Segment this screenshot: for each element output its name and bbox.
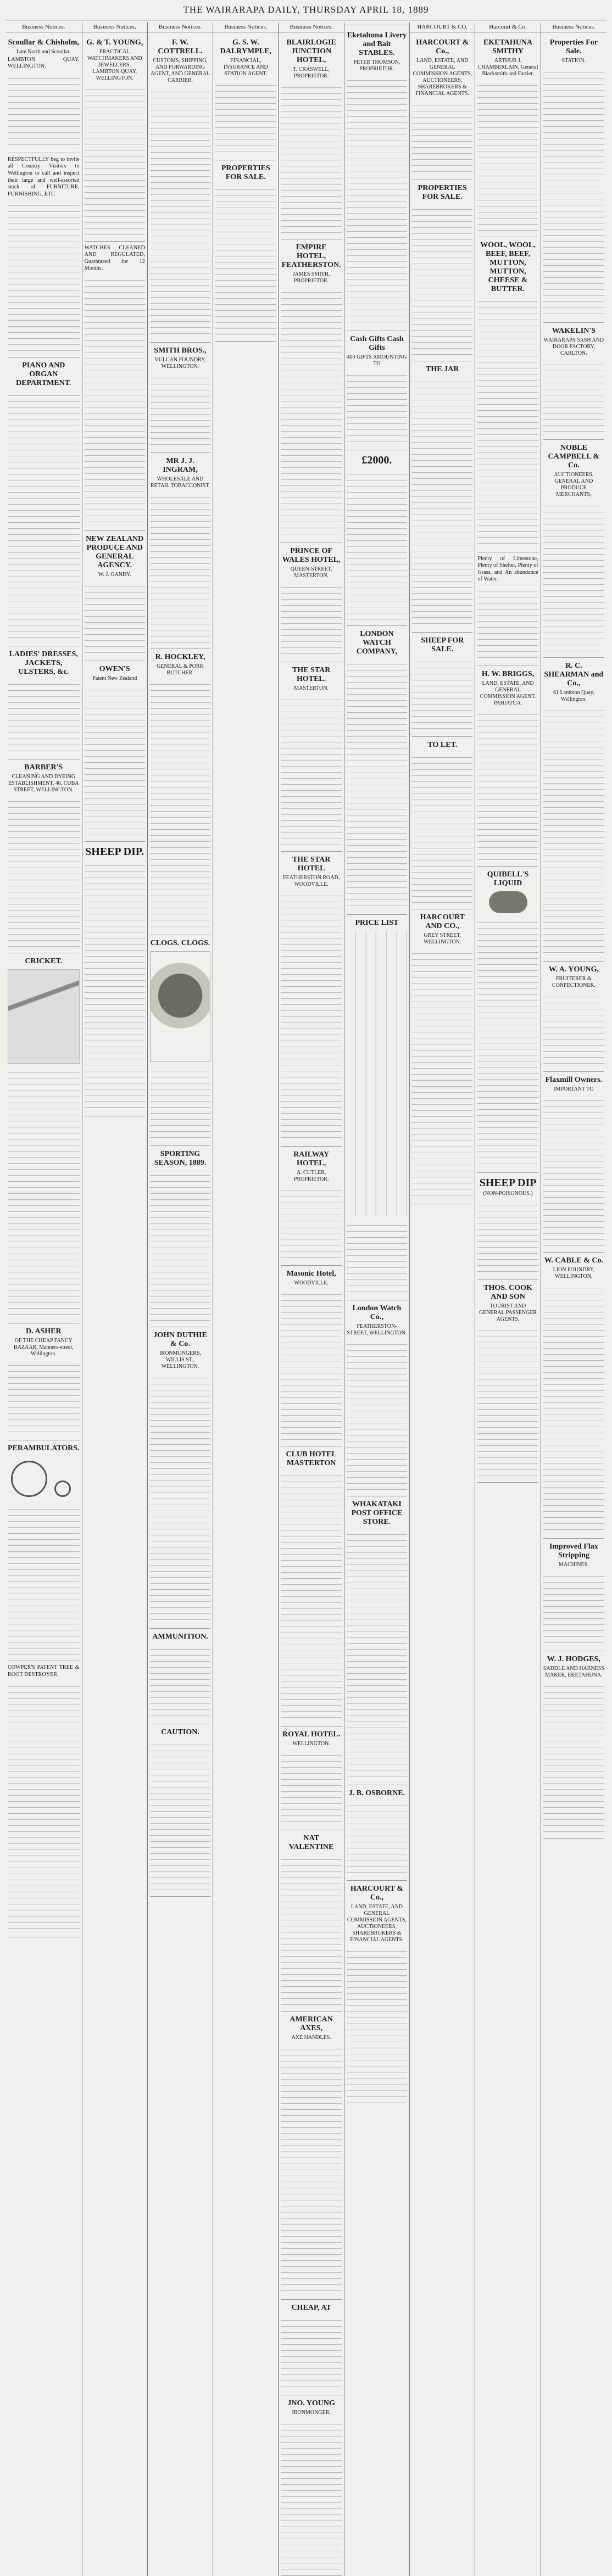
bike-illustration (8, 1456, 80, 1500)
advertisement (215, 35, 276, 160)
ad-subheading: STATION. (561, 57, 586, 64)
body-copy-lines (8, 1360, 80, 1437)
body-copy-lines (281, 890, 341, 1143)
advertisement (281, 1266, 341, 1446)
body-copy-lines (477, 1199, 538, 1276)
column-caption: Business Notices. (148, 23, 213, 32)
ad-heading: LONDON WATCH COMPANY, (356, 630, 398, 656)
body-copy-lines (8, 679, 80, 756)
advertisement (347, 450, 407, 626)
body-copy-lines (347, 1339, 407, 1493)
advertisement (543, 1539, 604, 1651)
body-copy-lines (150, 679, 210, 931)
ad-heading: G. S. W. DALRYMPLE, (220, 38, 271, 55)
ad-heading: CLOGS. CLOGS. (150, 938, 210, 947)
ad-subheading: FEATHERSTON ROAD, WOODVILLE. (283, 874, 340, 887)
advertisement (85, 242, 145, 531)
price-list-table (347, 931, 407, 1216)
ad-heading: W. A. YOUNG, (548, 965, 599, 974)
advertisement (85, 531, 145, 661)
advertisement (85, 842, 145, 1116)
advertisement (8, 759, 80, 953)
ad-heading: NAT VALENTINE (288, 1834, 334, 1851)
body-copy-lines (150, 1739, 210, 1893)
ad-subheading: Late North and Scoullar, (16, 48, 71, 55)
masthead: THE WAIRARAPA DAILY, THURSDAY APRIL 18, 1889 (5, 0, 607, 20)
ad-heading: CAUTION. (161, 1728, 199, 1736)
advertisement (347, 1300, 407, 1496)
ad-subheading: CUSTOMS, SHIPPING, AND FORWARDING AGENT, AND GENERAL CARRIER. (150, 57, 210, 83)
body-copy-lines (347, 75, 407, 327)
ad-heading: EMPIRE HOTEL, FEATHERSTON. (281, 243, 341, 269)
ad-heading: W. J. HODGES, (547, 1655, 600, 1663)
body-copy-lines (8, 1504, 80, 1657)
body-copy-lines (281, 694, 341, 848)
advertisement (477, 1173, 538, 1280)
body-copy-lines (477, 296, 538, 549)
advertisement (477, 237, 538, 552)
column-caption: Business Notices. (213, 23, 278, 32)
advertisement (8, 357, 80, 646)
advertisement (412, 737, 472, 909)
advertisement (347, 1496, 407, 1785)
body-copy-lines (85, 275, 145, 527)
advertisement (281, 2300, 341, 2395)
column-caption: Business Notices. (279, 23, 343, 32)
ad-heading: JNO. YOUNG (287, 2399, 335, 2407)
cricket-illustration (8, 969, 80, 1064)
ad-subheading: SADDLE AND HARNESS MAKER, EKETAHUNA. (543, 1665, 604, 1678)
advertisement (347, 27, 407, 331)
body-copy-lines (281, 1750, 341, 1826)
advertisement (543, 440, 604, 658)
ad-heading: J. B. OSBORNE. (348, 1789, 405, 1797)
advertisement (8, 35, 80, 153)
advertisement (347, 915, 407, 1300)
advertisement (150, 1629, 210, 1724)
price-list-column (347, 931, 356, 1216)
advertisement (281, 1726, 341, 1830)
ad-heading: PRICE LIST (355, 919, 399, 927)
advertisement (281, 2011, 341, 2300)
body-copy-lines (281, 1470, 341, 1723)
ad-subheading: LION FOUNDRY, WELLINGTON, (553, 1266, 595, 1279)
advertisement (281, 2395, 341, 2576)
ad-heading: AMMUNITION. (152, 1632, 208, 1641)
price-list-column (367, 931, 376, 1216)
body-copy-lines (477, 709, 538, 863)
body-copy-lines (150, 1372, 210, 1625)
body-copy-lines (543, 1282, 604, 1535)
ad-subheading: PETER THOMSON, PROPRIETOR. (353, 59, 400, 72)
ad-subheading: T. CRASWELL, PROPRIETOR. (293, 66, 330, 79)
body-copy-lines (150, 1065, 210, 1142)
advertisement (281, 1147, 341, 1266)
ad-heading: R. HOCKLEY, (155, 652, 205, 661)
advertisement (412, 633, 472, 737)
body-copy-lines (412, 376, 472, 629)
advertisement (412, 35, 472, 180)
advertisement (347, 331, 407, 450)
body-copy-lines (281, 2418, 341, 2572)
body-copy-lines (8, 1681, 80, 1934)
advertisement (8, 1661, 80, 1937)
ad-subheading: WOODVILLE. (294, 1279, 329, 1286)
ad-heading: CHEAP, AT (291, 2303, 331, 2312)
body-copy-lines (281, 1185, 341, 1262)
body-copy-lines (543, 66, 604, 319)
advertisement (150, 649, 210, 935)
advertisement (150, 1724, 210, 1897)
advertisement (8, 1440, 80, 1661)
body-copy-lines (412, 752, 472, 906)
advertisement (281, 1830, 341, 2011)
body-copy-lines (281, 287, 341, 539)
ad-heading: Improved Flax Stripping (549, 1542, 598, 1560)
column-1 (5, 23, 82, 2576)
body-copy-lines (8, 1067, 80, 1320)
ad-heading: Cash Gifts Cash Gifts (350, 335, 404, 352)
advertisement (543, 962, 604, 1072)
body-copy-lines (347, 468, 407, 622)
body-copy-lines (347, 658, 407, 911)
columns-grid (5, 23, 607, 2416)
advertisement (543, 1072, 604, 1253)
ad-subheading: QUEEN-STREET, MASTERTON. (290, 566, 332, 579)
column-caption: Harcourt & Co. (475, 23, 540, 32)
ad-heading: Flaxmill Owners. (545, 1075, 603, 1084)
body-copy-lines (543, 1681, 604, 1835)
ad-subheading: PRACTICAL WATCHMAKERS AND JEWELLERS, LAMBTON QUAY, WELLINGTON. (87, 48, 142, 81)
advertisement (477, 35, 538, 237)
ad-heading: Masonic Hotel, (286, 1269, 336, 1278)
ad-subheading: A. CUTLER, PROPRIETOR. (293, 1169, 329, 1182)
body-copy-lines (150, 1644, 210, 1720)
advertisement (281, 35, 341, 239)
body-copy-lines (85, 860, 145, 1113)
ad-subheading: TOURIST AND GENERAL PASSENGER AGENTS. (479, 1303, 537, 1322)
body-copy-lines (215, 80, 276, 157)
advertisement (412, 909, 472, 1204)
advertisement (85, 661, 145, 842)
ad-heading: PIANO AND ORGAN DEPARTMENT. (16, 361, 71, 388)
price-list-column (377, 931, 387, 1216)
ad-heading: OWEN'S (99, 664, 130, 673)
body-copy-lines (347, 1220, 407, 1297)
ad-heading: London Watch Co., (352, 1304, 402, 1321)
ad-heading: HARCOURT AND CO., (420, 913, 465, 930)
ad-heading: CLUB HOTEL MASTERTON (286, 1450, 337, 1467)
ad-heading: TO LET. (427, 740, 458, 749)
ad-heading: AMERICAN AXES, (290, 2015, 333, 2032)
advertisement (543, 323, 604, 440)
ad-subheading: JAMES SMITH, PROPRIETOR. (292, 271, 330, 284)
ad-heading: £2000. (361, 454, 392, 466)
advertisement (281, 239, 341, 543)
ad-heading: THOS. COOK AND SON (483, 1283, 532, 1301)
column-6 (344, 23, 410, 2576)
advertisement (347, 1785, 407, 1881)
ad-subheading: IRONMONGERS, WILLIS ST., WELLINGTON. (159, 1350, 201, 1370)
ad-heading: PROPERTIES FOR SALE. (221, 164, 270, 181)
ad-heading: SMITH BROS., (154, 346, 207, 355)
sheep-illustration (489, 891, 527, 913)
ad-heading: WOOL, WOOL, BEEF, BEEF, MUTTON, MUTTON, CHEESE & BUTTER. (480, 241, 536, 293)
body-copy-lines (281, 2315, 341, 2391)
ad-subheading: FEATHERSTON-STREET, WELLINGTON. (347, 1323, 407, 1336)
column-5 (279, 23, 344, 2576)
body-copy-lines (543, 705, 604, 958)
advertisement (281, 1446, 341, 1726)
ad-heading: Eketahuna Livery and Bait STABLES. (347, 31, 407, 57)
ad-subheading: CLEANING AND DYEING ESTABLISHMENT, 48, CUBA STREET, WELLINGTON. (8, 774, 79, 794)
advertisement (8, 953, 80, 1323)
ad-subheading: LAND, ESTATE, AND GENERAL COMMISSION AGENT. PAHIATUA. (480, 680, 536, 706)
advertisement (281, 543, 341, 662)
advertisement (8, 153, 80, 358)
ad-heading: NOBLE CAMPBELL & Co. (548, 443, 600, 470)
body-copy-lines (281, 1854, 341, 2008)
body-copy-lines (215, 184, 276, 338)
ad-heading: THE STAR HOTEL (292, 855, 331, 873)
advertisement (8, 646, 80, 759)
ad-text: Plenty of Limestone, Plenty of Shelter, Plenty of Grass, and An abundance of Water. (477, 555, 538, 583)
ad-subheading: GREY STREET, WELLINGTON. (424, 932, 461, 945)
price-list-column (388, 931, 397, 1216)
body-copy-lines (281, 582, 341, 658)
advertisement (150, 1146, 210, 1327)
ad-text: WATCHES CLEANED AND REGULATED, Guaranteed for 12 Months. (84, 244, 145, 272)
ad-heading: PROPERTIES FOR SALE. (418, 183, 467, 201)
ad-subheading: VULCAN FOUNDRY, WELLINGTON. (154, 356, 206, 370)
advertisement (347, 626, 407, 915)
ad-subheading: WELLINGTON. (292, 1740, 330, 1747)
column-8 (475, 23, 541, 2576)
body-copy-lines (85, 580, 145, 657)
ad-subheading: WAIRARAPA SASH AND DOOR FACTORY, CARLTON. (543, 337, 604, 356)
advertisement (281, 852, 341, 1147)
body-copy-lines (150, 1170, 210, 1323)
body-copy-lines (477, 585, 538, 662)
ad-text: RESPECTFULLY beg to invite all Country Visitors to Wellington to call and inspect their large and well-assorted stock of FURNITURE, FURNISHING, ETC (8, 156, 80, 197)
ad-subheading: AXE HANDLES. (291, 2034, 331, 2041)
body-copy-lines (543, 500, 604, 654)
body-copy-lines (281, 2043, 341, 2296)
ad-heading: F. W. COTTRELL. (158, 38, 203, 55)
advertisement (543, 1253, 604, 1539)
body-copy-lines (477, 80, 538, 233)
column-caption: Business Notices. (5, 23, 82, 32)
body-copy-lines (477, 917, 538, 1169)
body-copy-lines (150, 86, 210, 339)
body-copy-lines (8, 200, 80, 354)
ad-subheading: IMPORTANT TO (554, 1086, 594, 1092)
body-copy-lines (412, 99, 472, 176)
ad-subheading: (NON-POISONOUS.) (483, 1190, 533, 1197)
ad-heading: SHEEP DIP (479, 1176, 537, 1189)
ad-heading: D. ASHER (25, 1327, 62, 1336)
body-copy-lines (543, 359, 604, 436)
column-4 (213, 23, 279, 2576)
ad-heading: R. C. SHEARMAN and Co., (544, 661, 604, 688)
ad-subheading: LAND, ESTATE, AND GENERAL COMMISSION AGENTS, AUCTIONEERS, SHAREBROKERS & FINANCIAL AGENTS. (347, 1904, 407, 1943)
ad-heading: Properties For Sale. (549, 38, 598, 55)
body-copy-lines (347, 1946, 407, 2099)
body-copy-lines (8, 796, 80, 949)
ad-subheading: WHOLESALE AND RETAIL TOBACCONIST. (150, 476, 210, 489)
column-3 (148, 23, 213, 2576)
column-caption: Business Notices. (82, 23, 147, 32)
body-copy-lines (281, 82, 341, 236)
advertisement (85, 35, 145, 242)
ad-subheading: ARTHUR J. CHAMBERLAIN, General Blacksmith and Farrier. (477, 57, 538, 77)
body-copy-lines (543, 1571, 604, 1647)
advertisement (477, 867, 538, 1173)
ad-heading: SHEEP FOR SALE. (421, 636, 464, 653)
price-list-column (398, 931, 407, 1216)
body-copy-lines (150, 372, 210, 449)
body-copy-lines (543, 1095, 604, 1249)
column-caption (344, 23, 409, 25)
ad-heading: BLAIRLOGIE JUNCTION HOTEL, (286, 38, 336, 64)
ad-heading: SHEEP DIP. (85, 845, 144, 858)
advertisement (412, 361, 472, 633)
ad-heading: THE JAR (426, 365, 459, 373)
ad-subheading: LAND, ESTATE, AND GENERAL COMMISSION AGENTS, AUCTIONEERS, SHAREBROKERS & FINANCIAL AGENTS. (413, 57, 472, 97)
body-copy-lines (347, 1800, 407, 1877)
body-copy-lines (412, 656, 472, 733)
ad-heading: SPORTING SEASON, 1889. (154, 1149, 207, 1167)
advertisement (477, 1280, 538, 1483)
ad-subheading: FINANCIAL, INSURANCE AND STATION AGENT. (223, 57, 268, 77)
ad-heading: RAILWAY HOTEL, (293, 1150, 330, 1167)
ad-subheading: Patent New Zealand (92, 675, 137, 681)
advertisement (150, 35, 210, 343)
ad-heading: HARCOURT & Co., (416, 38, 469, 55)
body-copy-lines (85, 84, 145, 238)
ad-heading: JOHN DUTHIE & Co. (153, 1331, 207, 1348)
column-9 (541, 23, 607, 2576)
body-copy-lines (412, 948, 472, 1200)
body-copy-lines (150, 491, 210, 645)
ad-heading: WAKELIN'S (552, 326, 596, 335)
column-caption: Business Notices. (541, 23, 607, 32)
body-copy-lines (347, 1529, 407, 1781)
ad-heading: BARBER'S (24, 763, 63, 772)
advertisement (347, 1881, 407, 2103)
ad-subheading: AUCTIONEERS, GENERAL AND PRODUCE MERCHANTS, (554, 471, 594, 498)
advertisement (281, 662, 341, 852)
body-copy-lines (85, 684, 145, 838)
body-copy-lines (8, 390, 80, 642)
ad-heading: NEW ZEALAND PRODUCE AND GENERAL AGENCY. (86, 534, 144, 569)
body-copy-lines (543, 991, 604, 1068)
advertisement (543, 35, 604, 323)
ad-subheading: MASTERTON. (294, 685, 329, 691)
advertisement (150, 1327, 210, 1629)
ad-heading: ROYAL HOTEL. (282, 1730, 341, 1739)
advertisement (477, 552, 538, 666)
advertisement (543, 658, 604, 962)
clog-illustration (150, 951, 210, 1062)
price-list-column (357, 931, 366, 1216)
body-copy-lines (8, 72, 80, 149)
body-copy-lines (412, 204, 472, 357)
body-copy-lines (281, 1289, 341, 1443)
ad-subheading: GENERAL & PORK BUTCHER. (157, 663, 204, 676)
ad-heading: W. CABLE & Co. (544, 1256, 603, 1265)
advertisement (150, 343, 210, 453)
ad-subheading: 61 Lambton Quay, Wellington. (553, 689, 594, 702)
ad-heading: G. & T. YOUNG, (86, 38, 143, 47)
ad-heading: PRINCE OF WALES HOTEL, (282, 546, 341, 564)
advertisement (150, 935, 210, 1146)
body-copy-lines (477, 1325, 538, 1479)
advertisement (8, 1323, 80, 1440)
ad-heading: HARCOURT & Co., (350, 1885, 403, 1902)
advertisement (543, 1651, 604, 1839)
ad-text: LAMBTON QUAY, WELLINGTON. (8, 56, 80, 70)
ad-subheading: IRONMONGER. (292, 2409, 331, 2416)
ad-subheading: W. J. GANDY. (98, 571, 131, 578)
ad-heading: QUIBELL'S LIQUID (487, 870, 529, 887)
body-copy-lines (347, 370, 407, 446)
ad-subheading: 400 GIFTS AMOUNTING TO (347, 354, 407, 367)
column-7 (410, 23, 475, 2576)
column-2 (82, 23, 148, 2576)
ad-heading: EKETAHUNA SMITHY (483, 38, 533, 55)
advertisement (412, 180, 472, 361)
advertisement (150, 453, 210, 649)
ad-subheading: MACHINES. (558, 1561, 589, 1568)
ad-subheading: FRUITERER & CONFECTIONER. (552, 975, 596, 988)
advertisement (477, 666, 538, 867)
ad-subheading: OF THE CHEAP FANCY BAZAAR, Manners-street, Wellington. (13, 1338, 74, 1357)
ad-heading: H. W. BRIGGS, (481, 669, 535, 678)
ad-heading: LADIES' DRESSES, JACKETS, ULSTERS, &c. (9, 650, 78, 677)
ad-heading: THE STAR HOTEL. (292, 666, 331, 683)
ad-heading: WHAKATAKI POST OFFICE STORE. (351, 1500, 403, 1526)
column-caption: HARCOURT & CO. (410, 23, 475, 32)
advertisement (215, 160, 276, 342)
ad-heading: CRICKET. (25, 957, 63, 966)
ad-heading: MR J. J. INGRAM, (163, 456, 198, 474)
ad-text: COWPER'S PATENT TREE & ROOT DESTROYER. (8, 1664, 80, 1678)
ad-heading: Scoullar & Chisholm, (8, 38, 79, 47)
ad-heading: PERAMBULATORS. (8, 1444, 80, 1453)
